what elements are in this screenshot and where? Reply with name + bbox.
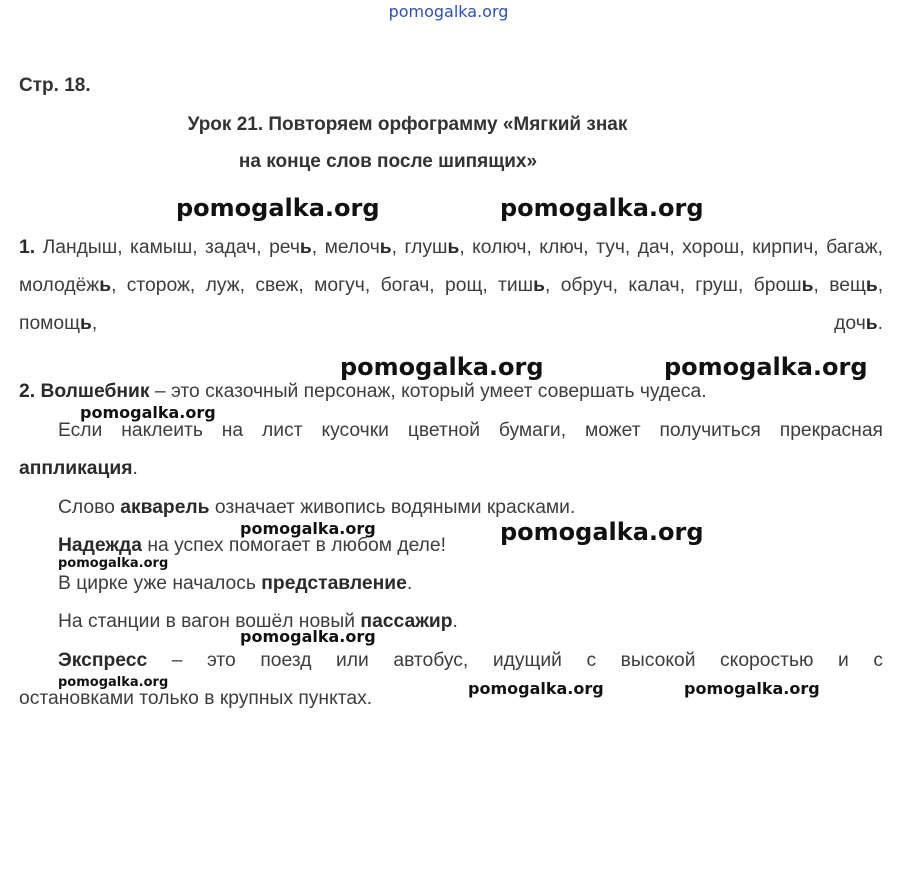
top-watermark: pomogalka.org [388, 2, 509, 21]
watermark: pomogalka.org [240, 519, 376, 538]
watermark: pomogalka.org [468, 679, 604, 698]
ex1-word: задач, [205, 237, 262, 258]
ex1-word: сторож, [126, 275, 196, 296]
soft-sign: ь [379, 237, 392, 258]
watermark: pomogalka.org [664, 353, 868, 381]
ex1-word: хорош, [682, 237, 745, 258]
watermark: pomogalka.org [240, 627, 376, 646]
lesson-title-line1: Урок 21. Повторяем орфограмму «Мягкий знак [187, 114, 628, 135]
watermark: pomogalka.org [58, 675, 169, 690]
ex1-word: обруч, [560, 275, 619, 296]
sentence-text: Слово [58, 497, 121, 518]
ex1-word: луж, [205, 275, 245, 296]
sentence-text: означает живопись водяными красками. [209, 497, 576, 518]
word-applikatsiya: аппликация [19, 458, 133, 479]
sentence-text: – это поезд или автобус, идущий с высокой скоростью и с [147, 650, 883, 671]
word-nadezhda: Надежда [58, 535, 142, 556]
exercise-1-number: 1. [19, 237, 36, 258]
word-predstavlenie: представление [261, 573, 407, 594]
word-passazhir: пассажир [360, 611, 453, 632]
sentence-text: Если наклеить на лист кусочки цветной бумаги, может получиться прекрасная [58, 420, 883, 441]
ex1-word: помощь, [19, 313, 98, 334]
ex1-word: богач, [380, 275, 435, 296]
watermark: pomogalka.org [340, 353, 544, 381]
exercise-2-sentence-5 [58, 573, 412, 595]
ex1-word: груш, [695, 275, 744, 296]
exercise-1 [19, 229, 883, 343]
exercise-1-words [19, 237, 883, 334]
soft-sign: ь [801, 275, 814, 296]
lesson-title-line2: на конце слов после шипящих» [238, 151, 538, 172]
ex1-word: калач, [628, 275, 685, 296]
ex1-word: Ландыш, [42, 237, 123, 258]
soft-sign: ь [80, 313, 92, 334]
ex1-word: багаж, [826, 237, 884, 258]
sentence-text: На станции в вагон вошёл новый [58, 611, 361, 632]
exercise-2-sentence-2-line2 [19, 458, 138, 480]
ex1-word: мелочь, [324, 237, 397, 258]
soft-sign: ь [447, 237, 460, 258]
ex1-word: кирпич, [752, 237, 819, 258]
ex1-word: брошь, [753, 275, 819, 296]
sentence-end: . [132, 458, 138, 479]
watermark: pomogalka.org [80, 403, 216, 422]
page-number: Стр. 18. [19, 75, 91, 96]
exercise-2-sentence-4 [58, 535, 446, 557]
word-volshebnik: Волшебник [40, 381, 150, 402]
ex1-word: ключ, [539, 237, 589, 258]
exercise-2-sentence-7-line2: остановками только в крупных пунктах. [19, 688, 373, 709]
sentence-text: на успех помогает в любом деле! [142, 535, 446, 556]
ex1-word: тишь, [498, 275, 551, 296]
sentence-end: . [406, 573, 413, 594]
ex1-word: свеж, [255, 275, 304, 296]
exercise-2-sentence-3 [58, 497, 575, 519]
watermark: pomogalka.org [500, 518, 704, 546]
sentence-text: В цирке уже началось [58, 573, 262, 594]
exercise-2-sentence-1 [19, 381, 707, 403]
exercise-2-sentence-7-line1 [58, 650, 883, 672]
ex1-word: рощ, [445, 275, 488, 296]
watermark: pomogalka.org [176, 194, 380, 222]
word-akvarel: акварель [120, 497, 210, 518]
soft-sign: ь [99, 275, 112, 296]
soft-sign: ь [299, 237, 312, 258]
exercise-2-sentence-2-line1 [58, 420, 883, 442]
watermark: pomogalka.org [500, 194, 704, 222]
sentence-end: . [452, 611, 458, 632]
ex1-word: вещь, [829, 275, 884, 296]
ex1-word: могуч, [314, 275, 371, 296]
soft-sign: ь [865, 275, 878, 296]
ex1-word: речь, [269, 237, 318, 258]
ex1-word: дач, [637, 237, 675, 258]
ex1-word: молодёжь, [19, 275, 117, 296]
soft-sign: ь [533, 275, 545, 296]
ex1-word: дочь. [834, 313, 883, 334]
word-ekspress: Экспресс [58, 650, 148, 671]
ex1-word: колюч, [472, 237, 532, 258]
ex1-word: камыш, [130, 237, 198, 258]
sentence-text: – это сказочный персонаж, который умеет совершать чудеса. [149, 381, 707, 402]
watermark: pomogalka.org [58, 556, 169, 571]
ex1-word: глушь, [404, 237, 465, 258]
exercise-2-number: 2. [19, 381, 36, 402]
watermark: pomogalka.org [684, 679, 820, 698]
ex1-word: туч, [596, 237, 631, 258]
soft-sign: ь [865, 313, 878, 334]
